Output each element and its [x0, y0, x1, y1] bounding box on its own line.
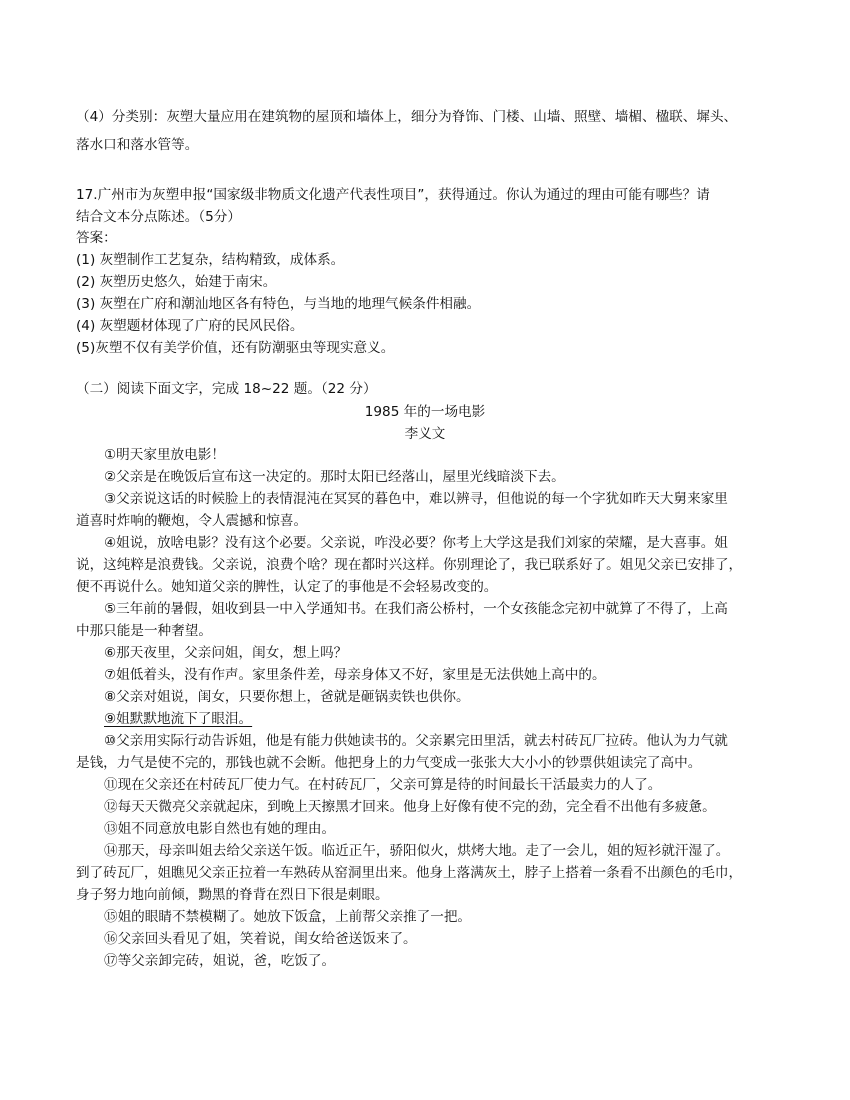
answer-item-1: (1) 灰塑制作工艺复杂，结构精致，成体系。 [76, 252, 345, 268]
story-title: 1985 年的一场电影 [364, 404, 486, 420]
answer-item-2: (2) 灰塑历史悠久，始建于南宋。 [76, 274, 277, 290]
paragraph-8: ⑧父亲对姐说，闺女，只要你想上，爸就是砸锅卖铁也供你。 [104, 689, 470, 705]
paragraph-10-line-2: 是钱，力气是使不完的，那钱也就不会断。他把身上的力气变成一张张大大小小的钞票供姐读完了高中。 [76, 755, 702, 771]
question17-line-1: 17.广州市为灰塑申报“国家级非物质文化遗产代表性项目”，获得通过。你认为通过的理由可能有哪些？请 [76, 187, 710, 203]
paragraph-12: ⑫每天天微亮父亲就起床，到晚上天擦黑才回来。他身上好像有使不完的劲，完全看不出他有多疲惫。 [104, 799, 716, 815]
paragraph-10-line-1: ⑩父亲用实际行动告诉姐，他是有能力供她读书的。父亲累完田里活，就去村砖瓦厂拉砖。他认为力气就 [104, 733, 728, 749]
paragraph-14-line-3: 身子努力地向前倾，黝黑的脊背在烈日下很是刺眼。 [76, 887, 389, 903]
paragraph-14-line-1: ⑭那天，母亲叫姐去给父亲送午饭。临近正午，骄阳似火，烘烤大地。走了一会儿，姐的短衫就汗湿了。 [104, 843, 730, 859]
answer-item-3: (3) 灰塑在广府和潮汕地区各有特色，与当地的地理气候条件相融。 [76, 296, 481, 312]
story-author: 李义文 [404, 426, 446, 442]
paragraph-3-line-1: ③父亲说这话的时候脸上的表情混沌在冥冥的暮色中，难以辨寻，但他说的每一个字犹如昨天大舅来家里 [104, 491, 728, 507]
answer-item-5: (5)灰塑不仅有美学价值，还有防潮驱虫等现实意义。 [76, 340, 395, 356]
paragraph-4-line-1: ④姐说，放啥电影？没有这个必要。父亲说，咋没必要？你考上大学这是我们刘家的荣耀，是大喜事。姐 [104, 535, 728, 551]
paragraph-15: ⑮姐的眼睛不禁模糊了。她放下饭盒，上前帮父亲推了一把。 [104, 909, 472, 925]
paragraph-2: ②父亲是在晚饭后宣布这一决定的。那时太阳已经落山，屋里光线暗淡下去。 [104, 469, 565, 485]
paragraph-7: ⑦姐低着头，没有作声。家里条件差，母亲身体又不好，家里是无法供她上高中的。 [104, 667, 606, 683]
paragraph-4-line-3: 便不再说什么。她知道父亲的脾性，认定了的事他是不会轻易改变的。 [76, 579, 498, 595]
paragraph-5-line-1: ⑤三年前的暑假，姐收到县一中入学通知书。在我们斋公桥村，一个女孩能念完初中就算了不得了，上高 [104, 601, 728, 617]
paragraph-13: ⑬姐不同意放电影自然也有她的理由。 [104, 821, 336, 837]
paragraph-17: ⑰等父亲卸完砖，姐说，爸，吃饭了。 [104, 953, 336, 969]
paragraph-5-line-2: 中那只能是一种奢望。 [76, 623, 212, 639]
section2-instruction: （二）阅读下面文字，完成 18~22 题。（22 分） [76, 381, 377, 397]
paragraph-4-line-2: 说，这纯粹是浪费钱。父亲说，浪费个啥？现在都时兴这样。你别理论了，我已联系好了。姐见父亲已安排了， [76, 557, 743, 573]
answer-label: 答案： [76, 230, 117, 246]
item4-line-2: 落水口和落水管等。 [76, 137, 199, 153]
item4-line-1: （4）分类别：灰塑大量应用在建筑物的屋顶和墙体上，细分为脊饰、门楼、山墙、照壁、墙楣、楹联、墀头、 [76, 109, 738, 125]
paragraph-16: ⑯父亲回头看见了姐，笑着说，闺女给爸送饭来了。 [104, 931, 417, 947]
paragraph-9: ⑨姐默默地流下了眼泪。 [104, 711, 253, 727]
answer-item-4: (4) 灰塑题材体现了广府的民风民俗。 [76, 318, 304, 334]
paragraph-3-line-2: 道喜时炸响的鞭炮，令人震撼和惊喜。 [76, 513, 308, 529]
paragraph-1: ①明天家里放电影！ [104, 447, 225, 463]
paragraph-11: ⑪现在父亲还在村砖瓦厂使力气。在村砖瓦厂，父亲可算是待的时间最长干活最卖力的人了。 [104, 777, 662, 793]
question17-line-2: 结合文本分点陈述。（5分） [76, 209, 241, 225]
paragraph-14-line-2: 到了砖瓦厂，姐瞧见父亲正拉着一车熟砖从窑洞里出来。他身上落满灰土，脖子上搭着一条看不出颜色的毛巾， [76, 865, 743, 881]
paragraph-6: ⑥那天夜里，父亲问姐，闺女，想上吗？ [104, 645, 348, 661]
